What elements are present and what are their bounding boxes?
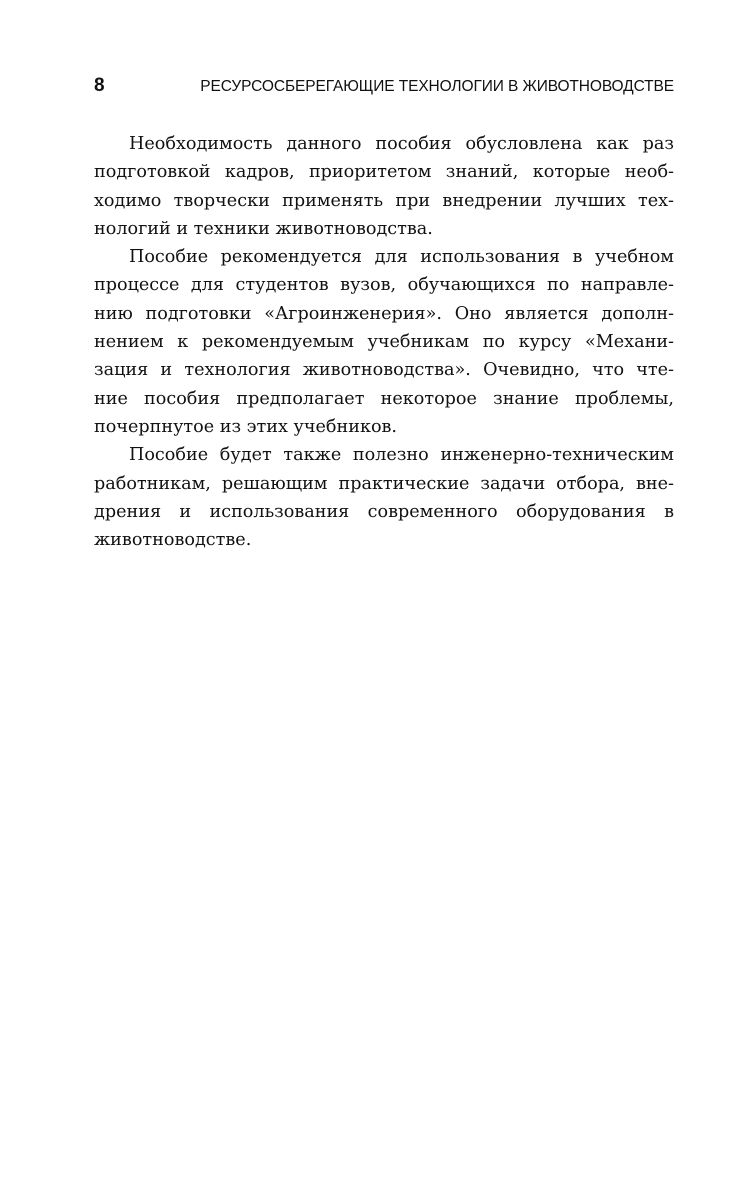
paragraph-2 xyxy=(94,243,674,441)
paragraph-1 xyxy=(94,130,674,243)
text-line: нологий и техники животноводства. xyxy=(94,218,433,239)
text-line: работникам, решающим практические задачи отбора, вне- xyxy=(94,473,674,494)
running-title: РЕСУРСОСБЕРЕГАЮЩИЕ ТЕХНОЛОГИИ В ЖИВОТНОВОДСТВЕ xyxy=(200,78,674,95)
text-line: подготовкой кадров, приоритетом знаний, которые необ- xyxy=(94,162,674,183)
running-head xyxy=(94,74,674,100)
text-line: животноводстве. xyxy=(94,530,252,551)
page-number: 8 xyxy=(94,75,105,96)
text-line: дрения и использования современного оборудования в xyxy=(94,501,674,522)
text-line: Необходимость данного пособия обусловлена как раз xyxy=(129,134,674,154)
text-line: ходимо творчески применять при внедрении лучших тех- xyxy=(94,190,674,211)
body-text xyxy=(94,130,674,554)
text-line: зация и технология животноводства». Очевидно, что чте- xyxy=(94,360,674,381)
text-line: Пособие будет также полезно инженерно-техническим xyxy=(129,445,674,466)
paragraph-3 xyxy=(94,441,674,554)
text-line: нию подготовки «Агроинженерия». Оно является дополн- xyxy=(94,303,674,324)
text-line: нением к рекомендуемым учебникам по курсу «Механи- xyxy=(94,332,674,353)
text-line: ние пособия предполагает некоторое знание проблемы, xyxy=(94,388,674,409)
text-line: Пособие рекомендуется для использования в учебном xyxy=(129,247,674,268)
text-line: почерпнутое из этих учебников. xyxy=(94,416,398,437)
text-line: процессе для студентов вузов, обучающихся по направле- xyxy=(94,275,674,296)
